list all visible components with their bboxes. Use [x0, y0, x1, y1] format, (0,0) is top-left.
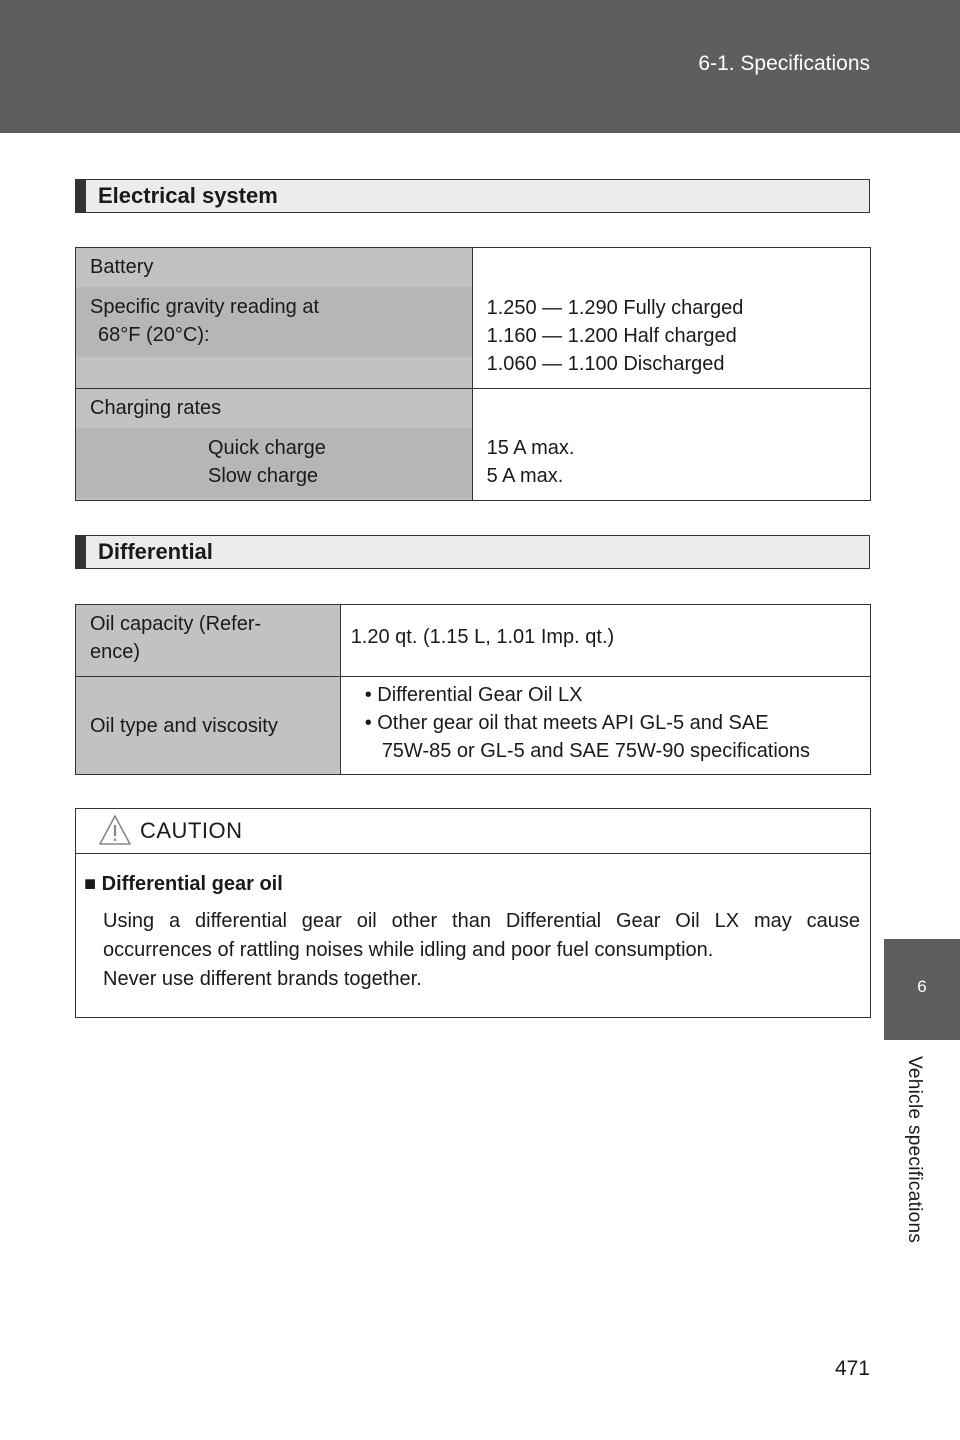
- gravity-value-half: 1.160 — 1.200 Half charged: [486, 325, 737, 347]
- caution-subheading: ■ Differential gear oil: [84, 873, 283, 895]
- caution-text: Using a differential gear oil other than Differential Gear Oil LX may cause occurrences of rattling noises while idling and poor fuel consumption. Never use different brands together.: [103, 910, 860, 990]
- oil-type-item: 75W-85 or GL-5 and SAE 75W-90 specifications: [381, 740, 811, 762]
- oil-type-label: Oil type and viscosity: [76, 677, 341, 775]
- oil-type-item: • Differential Gear Oil LX: [364, 684, 583, 706]
- chapter-label: Vehicle specifications: [904, 1056, 925, 1244]
- slow-charge-value: 5 A max.: [486, 465, 564, 487]
- charging-label-cell: [76, 389, 473, 501]
- electrical-heading: [75, 179, 870, 213]
- chapter-number: 6: [917, 977, 927, 996]
- heading-bar: [76, 536, 86, 568]
- gravity-value-cell: [472, 248, 870, 389]
- table-row: [76, 248, 871, 389]
- charging-value-cell: [472, 389, 870, 501]
- caution-title: CAUTION: [140, 818, 243, 843]
- table-row: [76, 389, 871, 501]
- charge-type-labels: Quick charge Slow charge: [76, 428, 472, 498]
- differential-table: [75, 604, 871, 775]
- oil-type-values: [340, 677, 870, 775]
- oil-capacity-label: Oil capacity (Refer- ence): [76, 605, 341, 677]
- charging-label: Charging rates: [90, 397, 222, 419]
- table-row: [76, 605, 871, 677]
- gravity-value-full: 1.250 — 1.290 Fully charged: [486, 297, 744, 319]
- differential-heading: [75, 535, 870, 569]
- battery-label-cell: [76, 248, 473, 389]
- gravity-value-discharged: 1.060 — 1.100 Discharged: [486, 353, 725, 375]
- caution-header: [76, 809, 870, 854]
- page-number: 471: [834, 1357, 870, 1380]
- electrical-heading-text: Electrical system: [98, 183, 278, 208]
- gravity-label: Specific gravity reading at 68°F (20°C):: [76, 287, 472, 357]
- oil-type-item: • Other gear oil that meets API GL-5 and SAE: [364, 712, 769, 734]
- header-band: [0, 0, 960, 133]
- heading-bar: [76, 180, 86, 212]
- table-row: [76, 677, 871, 775]
- oil-capacity-value: 1.20 qt. (1.15 L, 1.01 Imp. qt.): [340, 605, 870, 677]
- warning-triangle-icon: [98, 814, 132, 846]
- differential-heading-text: Differential: [98, 539, 213, 564]
- header-title: 6-1. Specifications: [698, 52, 870, 75]
- quick-charge-value: 15 A max.: [486, 437, 575, 459]
- chapter-tab: [884, 939, 960, 1040]
- electrical-table: [75, 247, 871, 501]
- caution-box: [75, 808, 871, 1018]
- battery-label: Battery: [90, 256, 154, 278]
